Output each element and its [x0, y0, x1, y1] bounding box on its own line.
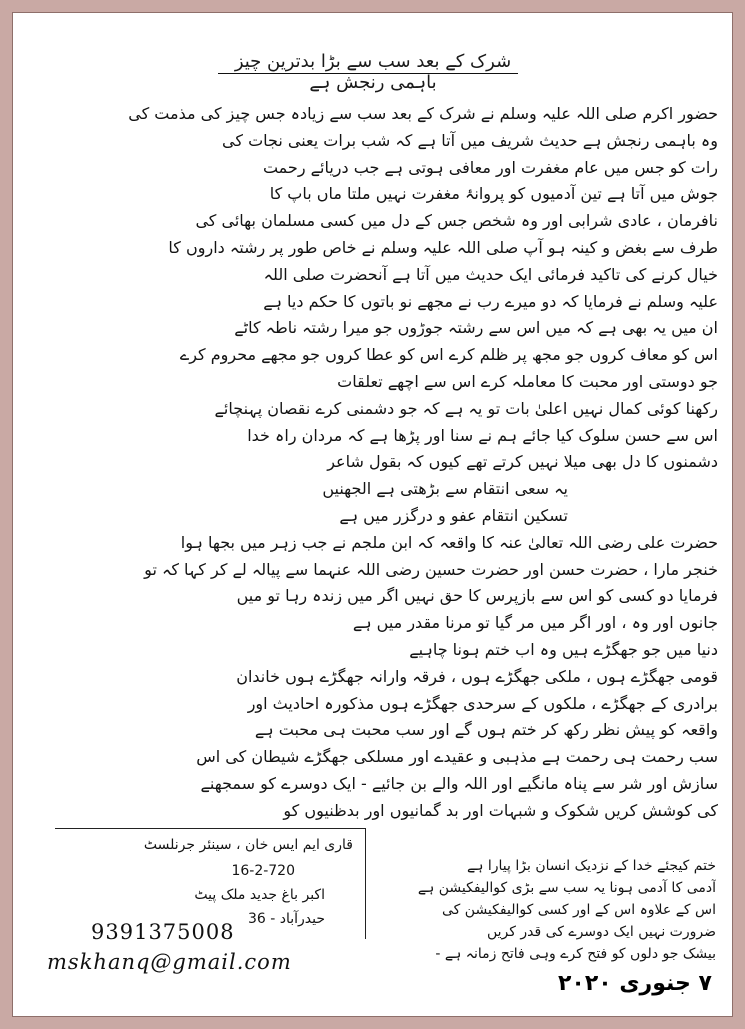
closing-line: اس کے علاوہ اس کے اور کسی کوالیفکیشن کی — [442, 902, 716, 918]
body-line: دشمنوں کا دل بھی میلا نہیں کرتے تھے کیوں کہ بقول شاعر — [327, 452, 718, 472]
body-line: اس کو معاف کروں جو مجھ پر ظلم کرے اس کو عطا کروں جو مجھے محروم کرے — [179, 345, 718, 365]
body-line: علیہ وسلم نے فرمایا کہ دو میرے رب نے مجھے نو باتوں کا حکم دیا ہے — [263, 291, 718, 311]
body-line: یہ سعی انتقام سے بڑھتی ہے الجھنیں — [322, 479, 568, 499]
document-title: شرک کے بعد سب سے بڑا بدترین چیز باہمی رنجش ہے — [234, 51, 512, 93]
body-line: تسکین انتقام عفو و درگزر میں ہے — [339, 505, 568, 525]
body-line: واقعہ کو پیش نظر رکھ کر ختم ہوں گے اور سب محبت ہی محبت ہے — [254, 720, 718, 740]
body-line: خیال کرنے کی تاکید فرمائی ایک حدیث میں آتا ہے آنحضرت صلی اللہ — [263, 264, 718, 284]
body-line: اس سے حسن سلوک کیا جائے ہم نے سنا اور پڑھا ہے کہ مردان راہ خدا — [247, 425, 718, 445]
body-line: نافرمان ، عادی شرابی اور وہ شخص جس کے دل میں کسی مسلمان بھائی کی — [195, 211, 718, 231]
author-name: قاری ایم ایس خان ، سینئر جرنلسٹ — [143, 837, 353, 853]
date-stamp: ۷ جنوری ۲۰۲۰ — [558, 971, 712, 996]
body-line: قومی جھگڑے ہوں ، ملکی جھگڑے ہوں ، فرقہ وارانہ جھگڑے ہوں خاندان — [236, 666, 718, 686]
address-city: حیدرآباد - 36 — [247, 911, 325, 927]
body-line: جانوں اور وہ ، اور اگر میں مر گیا تو مرنا مقدر میں ہے — [352, 613, 718, 633]
closing-line: ضرورت نہیں ایک دوسرے کی قدر کریں — [486, 924, 716, 940]
closing-line: آدمی کا آدمی ہونا یہ سب سے بڑی کوالیفکیشن ہے — [417, 880, 716, 896]
body-line: حضرت علی رضی اللہ تعالیٰ عنہ کا واقعہ کہ ابن ملجم نے جب زہر میں بجھا ہوا — [180, 532, 718, 552]
body-line: جو دوستی اور محبت کا معاملہ کرے اس سے اچھے تعلقات — [337, 371, 718, 391]
closing-line: بیشک جو دلوں کو فتح کرے وہی فاتح زمانہ ہے - — [435, 946, 716, 962]
title-underline — [218, 73, 518, 74]
email-address: mskhanq@gmail.com — [47, 950, 292, 974]
body-line: رکھنا کوئی کمال نہیں اعلیٰ بات تو یہ ہے کہ جو دشمنی کرے نقصان پہنچائے — [214, 398, 718, 418]
body-line: برادری کے جھگڑے ، ملکوں کے سرحدی جھگڑے ہوں مذکورہ احادیث اور — [247, 693, 718, 713]
body-line: دنیا میں جو جھگڑے ہیں وہ اب ختم ہونا چاہیے — [409, 639, 718, 659]
body-line: خنجر مارا ، حضرت حسن اور حضرت حسین رضی اللہ عنہما سے پیالہ لے کر کہا کہ تو — [144, 559, 718, 579]
body-line: فرمایا دو کسی کو اس سے بازپرس کا حق نہیں اگر میں زندہ رہا تو میں — [236, 586, 718, 606]
phone-number: 9391375008 — [91, 920, 235, 944]
closing-line: ختم کیجئے خدا کے نزدیک انسان بڑا پیارا ہے — [467, 858, 716, 874]
body-line: سب رحمت ہی رحمت ہے مذہبی و عقیدے اور مسلکی جھگڑے شیطان کی اس — [196, 747, 718, 767]
body-line: طرف سے بغض و کینہ ہو آپ صلی اللہ علیہ وسلم نے خاص طور پر رشتہ داروں کا — [168, 237, 718, 257]
letter-page — [12, 12, 733, 1017]
body-line: سازش اور شر سے پناہ مانگیے اور اللہ والے بن جائیے - ایک دوسرے کو سمجھنے — [200, 773, 718, 793]
body-line: رات کو جس میں عام مغفرت اور معافی ہوتی ہے جب دریائے رحمت — [262, 157, 718, 177]
body-line: کی کوشش کریں شکوک و شبہات اور بد گمانیوں اور بدظنیوں کو — [283, 800, 718, 820]
body-line: حضور اکرم صلی اللہ علیہ وسلم نے شرک کے بعد سب سے زیادہ جس چیز کی مذمت کی — [128, 104, 718, 123]
body-line: ان میں یہ بھی ہے کہ میں اس سے رشتہ جوڑوں جو میرا رشتہ ناطہ کاٹے — [234, 318, 718, 338]
address-house-number: 16-2-720 — [231, 863, 295, 879]
article-body — [43, 101, 718, 825]
body-line: وہ باہمی رنجش ہے حدیث شریف میں آتا ہے کہ شب برات یعنی نجات کی — [222, 130, 718, 150]
body-line: جوش میں آتا ہے تین آدمیوں کو پروانۂ مغفرت نہیں ملتا ماں باپ کا — [269, 184, 718, 204]
closing-paragraph — [371, 855, 716, 965]
address-area: اکبر باغ جدید ملک پیٹ — [194, 887, 325, 903]
